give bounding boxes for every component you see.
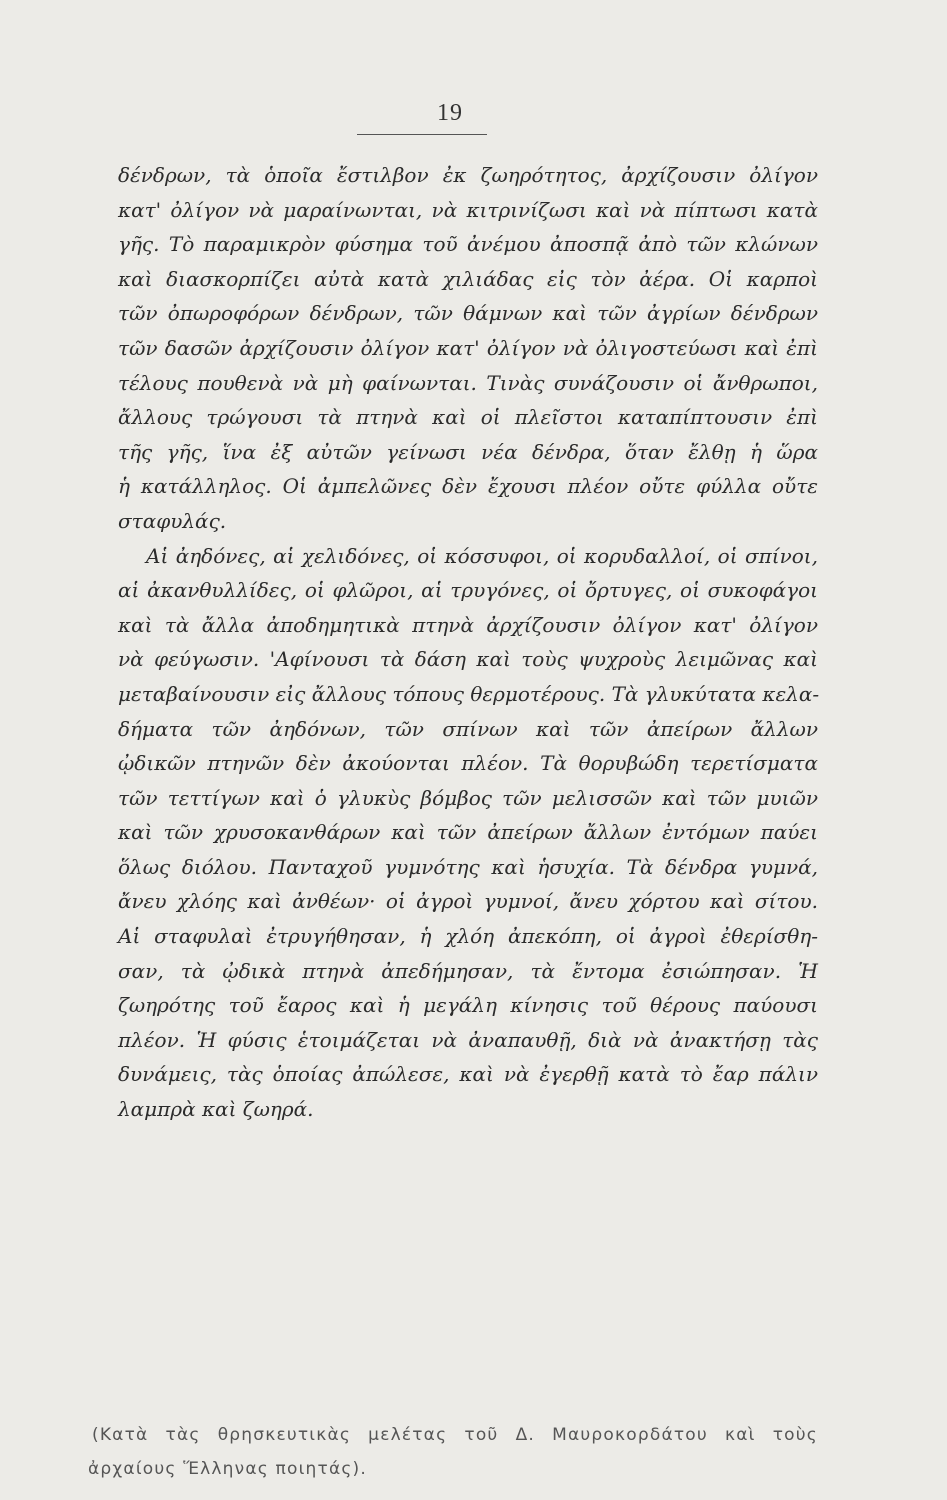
text-line: σαν, τὰ ᾠδικὰ πτηνὰ ἀπεδήμησαν, τὰ ἔντομα ἐσιώπησαν. Ἡ	[118, 958, 818, 983]
text-line: σταφυλάς.	[118, 508, 227, 533]
citation	[88, 1418, 818, 1486]
text-line: τῶν τεττίγων καὶ ὁ γλυκὺς βόμβος τῶν μελισσῶν καὶ τῶν μυιῶν	[118, 785, 818, 810]
text-line: γῆς. Τὸ παραμικρὸν φύσημα τοῦ ἀνέμου ἀποσπᾷ ἀπὸ τῶν κλώνων	[118, 232, 818, 257]
text-line: τῆς γῆς, ἵνα ἐξ αὐτῶν γείνωσι νέα δένδρα, ὅταν ἔλθῃ ἡ ὥρα	[118, 439, 818, 464]
text-line: πλέον. Ἡ φύσις ἑτοιμάζεται νὰ ἀναπαυθῇ, διὰ νὰ ἀνακτήσῃ τὰς	[118, 1027, 818, 1052]
text-line: ζωηρότης τοῦ ἔαρος καὶ ἡ μεγάλη κίνησις τοῦ θέρους παύουσι	[118, 993, 818, 1018]
citation-line: (Κατὰ τὰς θρησκευτικὰς μελέτας τοῦ Δ. Μαυροκορδάτου καὶ τοὺς	[92, 1425, 818, 1445]
text-line: νὰ φεύγωσιν. 'Αφίνουσι τὰ δάση καὶ τοὺς ψυχροὺς λειμῶνας καὶ	[118, 647, 818, 672]
text-line: ὅλως διόλου. Πανταχοῦ γυμνότης καὶ ἡσυχία. Τὰ δένδρα γυμνά,	[118, 854, 818, 879]
text-line: Αἱ ἀηδόνες, αἱ χελιδόνες, οἱ κόσσυφοι, οἱ κορυδαλλοί, οἱ σπίνοι,	[146, 543, 818, 568]
text-line: καὶ τῶν χρυσοκανθάρων καὶ τῶν ἀπείρων ἄλλων ἐντόμων παύει	[118, 820, 818, 845]
citation-line: ἀρχαίους Ἕλληνας ποιητάς).	[88, 1459, 367, 1479]
text-line: καὶ διασκορπίζει αὐτὰ κατὰ χιλιάδας εἰς τὸν ἀέρα. Οἱ καρποὶ	[118, 266, 818, 291]
text-line: καὶ τὰ ἄλλα ἀποδημητικὰ πτηνὰ ἀρχίζουσιν ὀλίγον κατ' ὀλίγον	[118, 612, 818, 637]
body-text	[118, 158, 818, 1127]
text-line: αἱ ἀκανθυλλίδες, οἱ φλῶροι, αἱ τρυγόνες, οἱ ὄρτυγες, οἱ συκοφάγοι	[118, 578, 818, 603]
text-line: ἄλλους τρώγουσι τὰ πτηνὰ καὶ οἱ πλεῖστοι καταπίπτουσιν ἐπὶ	[118, 405, 818, 430]
header-rule	[357, 134, 487, 135]
text-line: ἄνευ χλόης καὶ ἀνθέων· οἱ ἀγροὶ γυμνοί, ἄνευ χόρτου καὶ σίτου.	[118, 889, 818, 914]
text-line: δήματα τῶν ἀηδόνων, τῶν σπίνων καὶ τῶν ἀπείρων ἄλλων	[118, 716, 818, 741]
text-line: τῶν δασῶν ἀρχίζουσιν ὀλίγον κατ' ὀλίγον νὰ ὀλιγοστεύωσι καὶ ἐπὶ	[118, 335, 818, 360]
page-number: 19	[437, 100, 463, 126]
text-line: τῶν ὀπωροφόρων δένδρων, τῶν θάμνων καὶ τῶν ἀγρίων δένδρων	[118, 301, 818, 326]
text-line: Αἱ σταφυλαὶ ἐτρυγήθησαν, ἡ χλόη ἀπεκόπη, οἱ ἀγροὶ ἐθερίσθη-	[118, 924, 818, 949]
text-line: μεταβαίνουσιν εἰς ἄλλους τόπους θερμοτέρους. Τὰ γλυκύτατα κελα-	[118, 681, 820, 706]
text-line: τέλους πουθενὰ νὰ μὴ φαίνωνται. Τινὰς συνάζουσιν οἱ ἄνθρωποι,	[118, 370, 818, 395]
text-line: ἡ κατάλληλος. Οἱ ἀμπελῶνες δὲν ἔχουσι πλέον οὔτε φύλλα οὔτε	[118, 474, 818, 499]
text-line: δυνάμεις, τὰς ὁποίας ἀπώλεσε, καὶ νὰ ἐγερθῇ κατὰ τὸ ἔαρ πάλιν	[118, 1062, 818, 1087]
text-line: ᾠδικῶν πτηνῶν δὲν ἀκούονται πλέον. Τὰ θορυβώδη τερετίσματα	[118, 751, 818, 776]
text-line: λαμπρὰ καὶ ζωηρά.	[118, 1097, 314, 1122]
text-line: κατ' ὀλίγον νὰ μαραίνωνται, νὰ κιτρινίζωσι καὶ νὰ πίπτωσι κατὰ	[118, 197, 818, 222]
text-line: δένδρων, τὰ ὁποῖα ἔστιλβον ἐκ ζωηρότητος, ἀρχίζουσιν ὀλίγον	[118, 163, 818, 187]
